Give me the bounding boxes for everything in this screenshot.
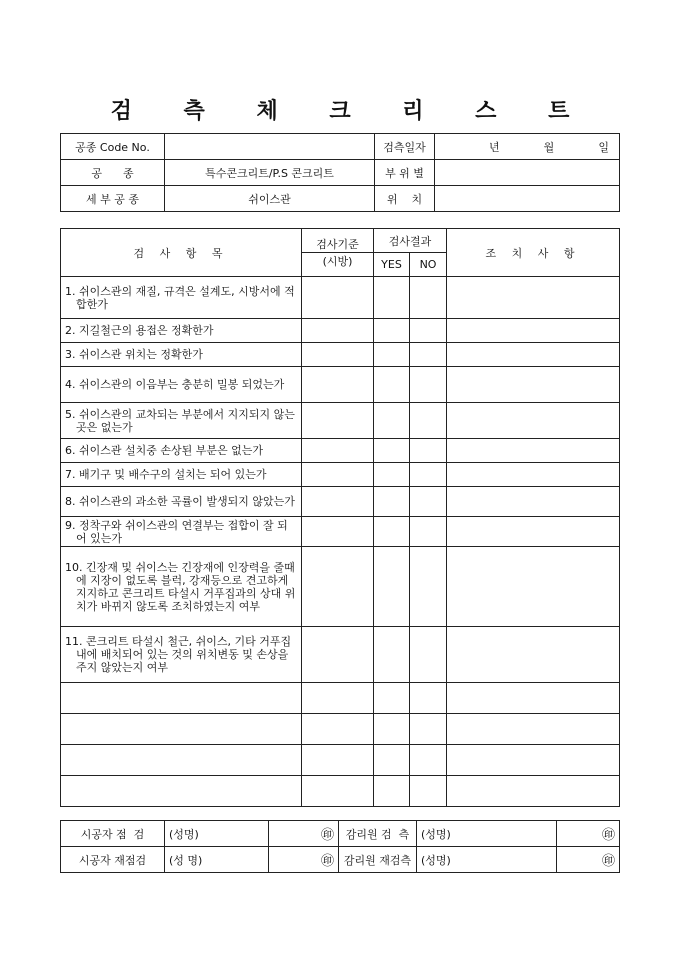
- work-value: 특수콘크리트/P.S 콘크리트: [165, 160, 375, 186]
- checklist-item-text: 4. 쉬이스관의 이음부는 충분히 밀봉 되었는가: [65, 378, 285, 391]
- blank-cell[interactable]: [374, 745, 410, 776]
- col-yes-header: YES: [374, 253, 410, 277]
- no-checkbox-cell[interactable]: [410, 319, 447, 343]
- date-value[interactable]: [435, 134, 620, 160]
- standard-cell[interactable]: [302, 463, 374, 487]
- no-checkbox-cell[interactable]: [410, 463, 447, 487]
- col-result-header: 검사결과: [374, 229, 447, 253]
- date-day: 일: [598, 140, 609, 154]
- standard-cell[interactable]: [302, 439, 374, 463]
- location-value[interactable]: [435, 186, 620, 212]
- page-title: 검 측 체 크 리 스 트: [110, 98, 592, 124]
- action-cell[interactable]: [447, 487, 620, 517]
- yes-checkbox-cell[interactable]: [374, 367, 410, 403]
- signature-table: [60, 820, 620, 873]
- seal-icon: ㊞: [269, 821, 339, 847]
- checklist-item-text: 8. 쉬이스관의 과소한 곡률이 발생되지 않았는가: [65, 495, 295, 508]
- checklist-item-text: 5. 쉬이스관의 교차되는 부분에서 지지되지 않는 곳은 없는가: [65, 407, 295, 434]
- action-cell[interactable]: [447, 517, 620, 547]
- no-checkbox-cell[interactable]: [410, 403, 447, 439]
- action-cell[interactable]: [447, 463, 620, 487]
- supervisor-check-label: 감리원 검 측: [339, 821, 417, 847]
- col-item-header: 검 사 항 목: [61, 229, 302, 277]
- seal-icon: ㊞: [557, 821, 620, 847]
- no-checkbox-cell[interactable]: [410, 487, 447, 517]
- action-cell[interactable]: [447, 277, 620, 319]
- yes-checkbox-cell[interactable]: [374, 547, 410, 627]
- blank-cell[interactable]: [447, 714, 620, 745]
- checklist-item: [61, 627, 302, 683]
- blank-cell[interactable]: [61, 745, 302, 776]
- yes-checkbox-cell[interactable]: [374, 439, 410, 463]
- part-label: 부 위 별: [375, 160, 435, 186]
- header-table: [60, 133, 620, 212]
- supervisor-recheck-name: (성명): [417, 847, 557, 873]
- supervisor-recheck-label: 감리원 재검측: [339, 847, 417, 873]
- standard-cell[interactable]: [302, 367, 374, 403]
- action-cell[interactable]: [447, 319, 620, 343]
- checklist-item: [61, 463, 302, 487]
- blank-cell[interactable]: [374, 776, 410, 807]
- code-value[interactable]: [165, 134, 375, 160]
- standard-cell[interactable]: [302, 403, 374, 439]
- code-label: 공종 Code No.: [61, 134, 165, 160]
- contractor-check-label: 시공자 점 검: [61, 821, 165, 847]
- yes-checkbox-cell[interactable]: [374, 517, 410, 547]
- no-checkbox-cell[interactable]: [410, 343, 447, 367]
- blank-row: [61, 776, 620, 807]
- checklist-item-text: 11. 콘크리트 타설시 철근, 쉬이스, 기타 거푸집내에 배치되어 있는 것의 위치변동 및 손상을 주지 않았는지 여부: [65, 635, 292, 674]
- blank-cell[interactable]: [447, 683, 620, 714]
- action-cell[interactable]: [447, 627, 620, 683]
- contractor-recheck-name: (성 명): [165, 847, 269, 873]
- standard-cell[interactable]: [302, 487, 374, 517]
- blank-cell[interactable]: [447, 745, 620, 776]
- checklist-item: [61, 487, 302, 517]
- standard-cell[interactable]: [302, 319, 374, 343]
- table-row: [61, 463, 620, 487]
- checklist-item: [61, 547, 302, 627]
- yes-checkbox-cell[interactable]: [374, 487, 410, 517]
- col-action-header: 조 치 사 항: [447, 229, 620, 277]
- no-checkbox-cell[interactable]: [410, 367, 447, 403]
- yes-checkbox-cell[interactable]: [374, 277, 410, 319]
- table-row: [61, 439, 620, 463]
- col-standard-header: 검사기준: [302, 229, 374, 253]
- col-no-header: NO: [410, 253, 447, 277]
- no-checkbox-cell[interactable]: [410, 277, 447, 319]
- blank-cell[interactable]: [302, 745, 374, 776]
- action-cell[interactable]: [447, 547, 620, 627]
- no-checkbox-cell[interactable]: [410, 517, 447, 547]
- detail-label: 세 부 공 종: [61, 186, 165, 212]
- action-cell[interactable]: [447, 367, 620, 403]
- blank-cell[interactable]: [61, 714, 302, 745]
- yes-checkbox-cell[interactable]: [374, 463, 410, 487]
- standard-cell[interactable]: [302, 547, 374, 627]
- checklist-item-text: 2. 지길철근의 용접은 정확한가: [65, 324, 214, 337]
- blank-cell[interactable]: [410, 683, 447, 714]
- col-standard-sub: (시방): [302, 253, 374, 277]
- checklist-item-text: 7. 배기구 및 배수구의 설치는 되어 있는가: [65, 468, 267, 481]
- date-label: 검측일자: [375, 134, 435, 160]
- date-year: 년: [489, 140, 500, 154]
- checklist-item-text: 6. 쉬이스관 설치중 손상된 부분은 없는가: [65, 444, 263, 457]
- no-checkbox-cell[interactable]: [410, 627, 447, 683]
- blank-cell[interactable]: [61, 683, 302, 714]
- checklist-item: [61, 439, 302, 463]
- action-cell[interactable]: [447, 403, 620, 439]
- blank-cell[interactable]: [410, 714, 447, 745]
- blank-cell[interactable]: [410, 745, 447, 776]
- table-row: [61, 367, 620, 403]
- checklist-item-text: 1. 쉬이스관의 재질, 규격은 설계도, 시방서에 적합한가: [65, 284, 295, 311]
- blank-cell[interactable]: [302, 776, 374, 807]
- yes-checkbox-cell[interactable]: [374, 403, 410, 439]
- no-checkbox-cell[interactable]: [410, 547, 447, 627]
- blank-cell[interactable]: [302, 683, 374, 714]
- checklist-item: [61, 319, 302, 343]
- seal-icon: ㊞: [269, 847, 339, 873]
- date-month: 월: [543, 140, 555, 154]
- standard-cell[interactable]: [302, 517, 374, 547]
- table-row: [61, 343, 620, 367]
- checklist-item: [61, 517, 302, 547]
- blank-row: [61, 714, 620, 745]
- standard-cell[interactable]: [302, 277, 374, 319]
- table-row: [61, 517, 620, 547]
- checklist-table: [60, 228, 620, 807]
- blank-row: [61, 745, 620, 776]
- table-row: [61, 487, 620, 517]
- location-label: 위 치: [375, 186, 435, 212]
- seal-icon: ㊞: [557, 847, 620, 873]
- yes-checkbox-cell[interactable]: [374, 627, 410, 683]
- standard-cell[interactable]: [302, 627, 374, 683]
- checklist-item: [61, 403, 302, 439]
- yes-checkbox-cell[interactable]: [374, 319, 410, 343]
- checklist-item-text: 10. 긴장재 및 쉬이스는 긴장재에 인장력을 줄때에 지장이 없도록 블럭, 강재등으로 견고하게 지지하고 콘크리트 타설시 거푸집과의 상대 위치가 바뀌지 않도록 조치하였는지 여부: [65, 560, 296, 613]
- table-row: [61, 627, 620, 683]
- table-row: [61, 547, 620, 627]
- checklist-item: [61, 277, 302, 319]
- checklist-item-text: 9. 정착구와 쉬이스관의 연결부는 접합이 잘 되어 있는가: [65, 518, 288, 545]
- table-row: [61, 277, 620, 319]
- checklist-item: [61, 367, 302, 403]
- blank-row: [61, 683, 620, 714]
- action-cell[interactable]: [447, 439, 620, 463]
- detail-value: 쉬이스관: [165, 186, 375, 212]
- yes-checkbox-cell[interactable]: [374, 343, 410, 367]
- contractor-check-name: (성명): [165, 821, 269, 847]
- blank-cell[interactable]: [447, 776, 620, 807]
- part-value[interactable]: [435, 160, 620, 186]
- work-label: 공 종: [61, 160, 165, 186]
- blank-cell[interactable]: [61, 776, 302, 807]
- checklist-item-text: 3. 쉬이스관 위치는 정확한가: [65, 348, 203, 361]
- supervisor-check-name: (성명): [417, 821, 557, 847]
- action-cell[interactable]: [447, 343, 620, 367]
- table-row: [61, 403, 620, 439]
- table-row: [61, 319, 620, 343]
- blank-cell[interactable]: [302, 714, 374, 745]
- contractor-recheck-label: 시공자 재점검: [61, 847, 165, 873]
- blank-cell[interactable]: [374, 683, 410, 714]
- no-checkbox-cell[interactable]: [410, 439, 447, 463]
- checklist-item: [61, 343, 302, 367]
- standard-cell[interactable]: [302, 343, 374, 367]
- blank-cell[interactable]: [410, 776, 447, 807]
- blank-cell[interactable]: [374, 714, 410, 745]
